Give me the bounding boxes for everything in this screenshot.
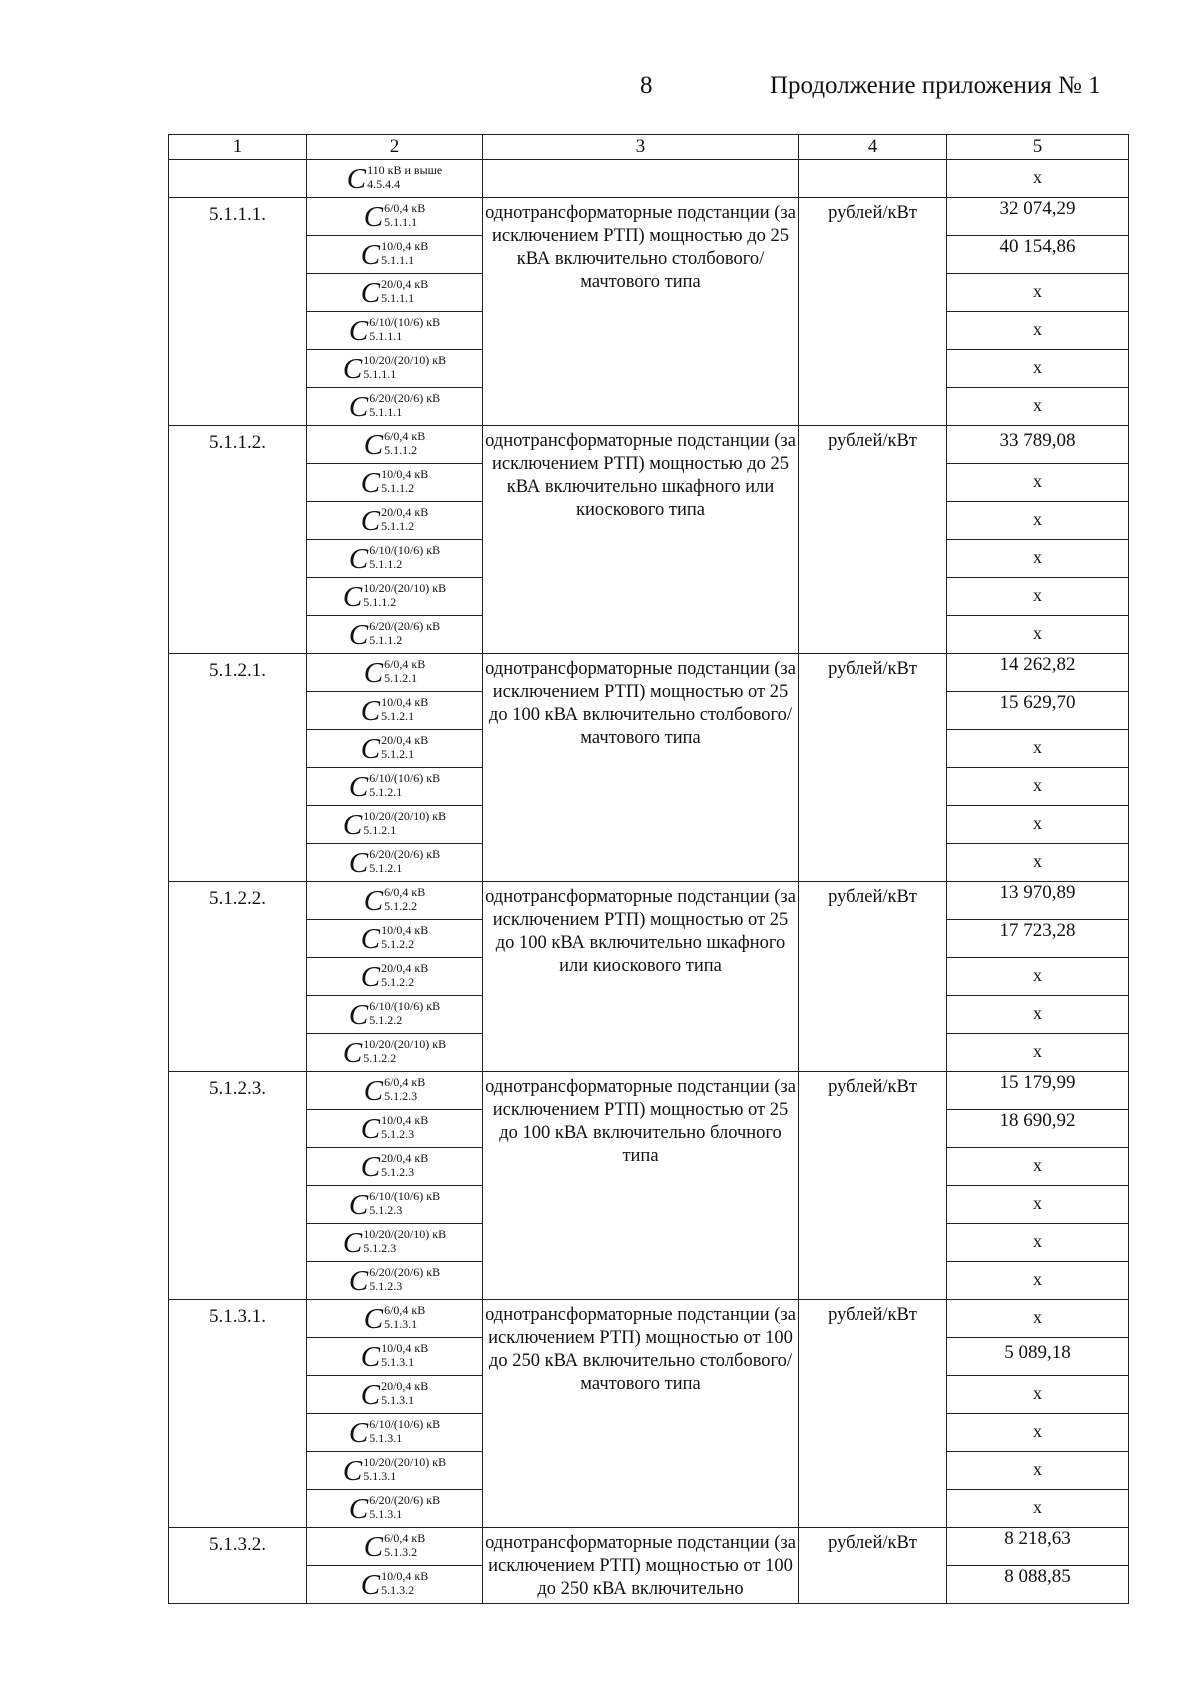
rate-voltage: 6/10/(10/6) кВ [369, 1417, 441, 1431]
rate-formula [307, 1186, 483, 1224]
rate-voltage: 6/0,4 кВ [384, 885, 426, 899]
rate-symbol: C [363, 657, 384, 689]
rate-value: х [947, 996, 1129, 1034]
rate-index: 4.5.4.4 [367, 177, 401, 191]
rate-value: 15 629,70 [947, 692, 1129, 730]
item-code: 5.1.2.3. [169, 1072, 307, 1300]
rate-symbol: C [348, 391, 369, 423]
rate-voltage: 6/0,4 кВ [384, 201, 426, 215]
rate-voltage: 6/20/(20/6) кВ [369, 847, 441, 861]
rate-index: 5.1.2.1 [369, 861, 403, 875]
table-header-row [169, 135, 1129, 160]
item-code [169, 160, 307, 198]
rate-symbol: C [348, 1189, 369, 1221]
rate-voltage: 10/0,4 кВ [381, 239, 429, 253]
rate-index: 5.1.2.1 [384, 671, 418, 685]
rate-voltage: 6/10/(10/6) кВ [369, 999, 441, 1013]
page-header-title: Продолжение приложения № 1 [770, 72, 1101, 99]
rate-voltage: 6/20/(20/6) кВ [369, 1265, 441, 1279]
rate-voltage: 10/20/(20/10) кВ [363, 1037, 447, 1051]
rate-voltage: 10/20/(20/10) кВ [363, 1455, 447, 1469]
rate-index: 5.1.3.1 [369, 1507, 403, 1521]
rate-formula [307, 1528, 483, 1566]
rate-voltage: 20/0,4 кВ [381, 733, 429, 747]
rate-value: х [947, 388, 1129, 426]
rate-formula [307, 1566, 483, 1604]
table-row [169, 1072, 1129, 1110]
rate-index: 5.1.1.2 [381, 519, 415, 533]
rate-voltage: 6/0,4 кВ [384, 1531, 426, 1545]
rate-voltage: 6/10/(10/6) кВ [369, 543, 441, 557]
rate-value: х [947, 1490, 1129, 1528]
rate-value: х [947, 1186, 1129, 1224]
rate-voltage: 10/0,4 кВ [381, 1113, 429, 1127]
rate-formula [307, 274, 483, 312]
rate-voltage: 6/20/(20/6) кВ [369, 391, 441, 405]
rate-value: х [947, 1148, 1129, 1186]
rate-symbol: C [346, 163, 367, 195]
rate-index: 5.1.3.2 [381, 1583, 415, 1597]
rate-index: 5.1.1.1 [369, 405, 403, 419]
rate-index: 5.1.1.2 [369, 633, 403, 647]
rate-index: 5.1.1.2 [381, 481, 415, 495]
rate-symbol: C [360, 1569, 381, 1601]
rate-formula [307, 312, 483, 350]
rate-voltage: 10/0,4 кВ [381, 1569, 429, 1583]
item-code: 5.1.1.1. [169, 198, 307, 426]
rate-value: х [947, 1414, 1129, 1452]
item-code: 5.1.1.2. [169, 426, 307, 654]
item-description: однотрансформаторные подстанции (за исключением РТП) мощностью до 25 кВА включительно столбового/мачтового типа [483, 198, 799, 426]
item-description: однотрансформаторные подстанции (за исключением РТП) мощностью от 100 до 250 кВА включительно [483, 1528, 799, 1604]
rate-value: х [947, 578, 1129, 616]
rate-voltage: 10/0,4 кВ [381, 923, 429, 937]
rate-symbol: C [342, 1037, 363, 1069]
rate-index: 5.1.3.1 [384, 1317, 418, 1331]
rate-index: 5.1.2.1 [369, 785, 403, 799]
rate-value: 32 074,29 [947, 198, 1129, 236]
rate-formula [307, 882, 483, 920]
rate-formula [307, 654, 483, 692]
column-header: 4 [799, 135, 947, 160]
rate-value: х [947, 730, 1129, 768]
rate-formula [307, 1490, 483, 1528]
rate-formula [307, 1224, 483, 1262]
rate-value: 8 088,85 [947, 1566, 1129, 1604]
rate-symbol: C [342, 353, 363, 385]
column-header: 5 [947, 135, 1129, 160]
rate-symbol: C [342, 809, 363, 841]
rate-symbol: C [348, 543, 369, 575]
rate-formula [307, 578, 483, 616]
rate-formula [307, 1148, 483, 1186]
rate-formula [307, 1072, 483, 1110]
column-header: 1 [169, 135, 307, 160]
item-description: однотрансформаторные подстанции (за исключением РТП) мощностью от 25 до 100 кВА включительно блочного типа [483, 1072, 799, 1300]
rate-index: 5.1.1.1 [384, 215, 418, 229]
tariff-table [168, 134, 1129, 1604]
rate-voltage: 20/0,4 кВ [381, 1379, 429, 1393]
rate-value: х [947, 350, 1129, 388]
rate-index: 5.1.1.1 [381, 253, 415, 267]
rate-formula [307, 464, 483, 502]
rate-value: х [947, 312, 1129, 350]
item-unit [799, 160, 947, 198]
rate-value: х [947, 1300, 1129, 1338]
rate-value: х [947, 502, 1129, 540]
rate-symbol: C [360, 277, 381, 309]
rate-symbol: C [363, 885, 384, 917]
rate-symbol: C [360, 695, 381, 727]
rate-voltage: 6/0,4 кВ [384, 657, 426, 671]
rate-formula [307, 768, 483, 806]
rate-value: х [947, 464, 1129, 502]
rate-formula [307, 1338, 483, 1376]
rate-voltage: 6/10/(10/6) кВ [369, 771, 441, 785]
rate-formula [307, 806, 483, 844]
item-unit: рублей/кВт [799, 882, 947, 1072]
table-body [169, 160, 1129, 1604]
rate-index: 5.1.2.3 [384, 1089, 418, 1103]
rate-symbol: C [360, 505, 381, 537]
rate-symbol: C [348, 1265, 369, 1297]
rate-symbol: C [360, 923, 381, 955]
table-row [169, 198, 1129, 236]
rate-formula [307, 198, 483, 236]
rate-index: 5.1.1.1 [363, 367, 397, 381]
rate-value: х [947, 806, 1129, 844]
rate-formula [307, 730, 483, 768]
rate-value: х [947, 768, 1129, 806]
rate-value: х [947, 1262, 1129, 1300]
rate-formula [307, 1034, 483, 1072]
rate-index: 5.1.1.1 [381, 291, 415, 305]
page-number: 8 [640, 72, 653, 99]
rate-value: х [947, 160, 1129, 198]
rate-symbol: C [348, 847, 369, 879]
rate-voltage: 6/20/(20/6) кВ [369, 619, 441, 633]
rate-formula [307, 958, 483, 996]
table-row [169, 160, 1129, 198]
rate-voltage: 6/10/(10/6) кВ [369, 315, 441, 329]
rate-value: 17 723,28 [947, 920, 1129, 958]
rate-formula [307, 1376, 483, 1414]
item-code: 5.1.2.1. [169, 654, 307, 882]
rate-symbol: C [348, 1493, 369, 1525]
rate-symbol: C [360, 733, 381, 765]
rate-formula [307, 236, 483, 274]
rate-index: 5.1.2.2 [381, 975, 415, 989]
rate-formula [307, 1300, 483, 1338]
table-row [169, 1300, 1129, 1338]
rate-formula [307, 502, 483, 540]
rate-voltage: 10/20/(20/10) кВ [363, 1227, 447, 1241]
rate-symbol: C [360, 1113, 381, 1145]
rate-formula [307, 1262, 483, 1300]
rate-value: 40 154,86 [947, 236, 1129, 274]
rate-symbol: C [348, 771, 369, 803]
item-code: 5.1.3.1. [169, 1300, 307, 1528]
rate-symbol: C [348, 1417, 369, 1449]
rate-formula [307, 692, 483, 730]
rate-value: 14 262,82 [947, 654, 1129, 692]
item-unit: рублей/кВт [799, 654, 947, 882]
item-unit: рублей/кВт [799, 1072, 947, 1300]
rate-symbol: C [363, 1303, 384, 1335]
rate-voltage: 20/0,4 кВ [381, 1151, 429, 1165]
rate-voltage: 6/10/(10/6) кВ [369, 1189, 441, 1203]
rate-symbol: C [348, 999, 369, 1031]
column-header: 3 [483, 135, 799, 160]
rate-index: 5.1.1.2 [384, 443, 418, 457]
rate-value: х [947, 1376, 1129, 1414]
rate-formula [307, 844, 483, 882]
item-unit: рублей/кВт [799, 198, 947, 426]
rate-voltage: 20/0,4 кВ [381, 961, 429, 975]
rate-index: 5.1.3.2 [384, 1545, 418, 1559]
rate-formula [307, 160, 483, 198]
rate-formula [307, 996, 483, 1034]
rate-voltage: 10/20/(20/10) кВ [363, 353, 447, 367]
rate-value: 15 179,99 [947, 1072, 1129, 1110]
rate-index: 5.1.2.1 [381, 747, 415, 761]
rate-voltage: 110 кВ и выше [367, 163, 443, 177]
rate-voltage: 6/0,4 кВ [384, 1075, 426, 1089]
rate-symbol: C [363, 1531, 384, 1563]
rate-value: 8 218,63 [947, 1528, 1129, 1566]
rate-voltage: 10/0,4 кВ [381, 695, 429, 709]
rate-symbol: C [348, 315, 369, 347]
item-description: однотрансформаторные подстанции (за исключением РТП) мощностью до 25 кВА включительно шкафного или киоскового типа [483, 426, 799, 654]
rate-value: х [947, 958, 1129, 996]
item-description: однотрансформаторные подстанции (за исключением РТП) мощностью от 25 до 100 кВА включительно столбового/мачтового типа [483, 654, 799, 882]
rate-index: 5.1.2.2 [363, 1051, 397, 1065]
rate-index: 5.1.1.2 [363, 595, 397, 609]
rate-formula [307, 920, 483, 958]
rate-index: 5.1.3.1 [381, 1393, 415, 1407]
rate-formula [307, 388, 483, 426]
rate-value: х [947, 1224, 1129, 1262]
item-code: 5.1.2.2. [169, 882, 307, 1072]
item-unit: рублей/кВт [799, 1528, 947, 1604]
rate-value: х [947, 274, 1129, 312]
rate-value: х [947, 540, 1129, 578]
rate-formula [307, 350, 483, 388]
rate-formula [307, 540, 483, 578]
rate-symbol: C [342, 1455, 363, 1487]
item-unit: рублей/кВт [799, 1300, 947, 1528]
rate-value: 13 970,89 [947, 882, 1129, 920]
rate-voltage: 20/0,4 кВ [381, 505, 429, 519]
rate-symbol: C [363, 201, 384, 233]
rate-symbol: C [360, 467, 381, 499]
item-description [483, 160, 799, 198]
rate-symbol: C [360, 239, 381, 271]
rate-index: 5.1.1.2 [369, 557, 403, 571]
rate-voltage: 6/0,4 кВ [384, 1303, 426, 1317]
table-row [169, 1528, 1129, 1566]
rate-voltage: 10/20/(20/10) кВ [363, 581, 447, 595]
item-unit: рублей/кВт [799, 426, 947, 654]
rate-symbol: C [342, 1227, 363, 1259]
column-header: 2 [307, 135, 483, 160]
rate-index: 5.1.3.1 [363, 1469, 397, 1483]
rate-formula [307, 616, 483, 654]
rate-value: х [947, 844, 1129, 882]
rate-symbol: C [360, 1379, 381, 1411]
rate-index: 5.1.2.3 [381, 1127, 415, 1141]
rate-symbol: C [360, 1341, 381, 1373]
rate-index: 5.1.3.1 [381, 1355, 415, 1369]
table-row [169, 654, 1129, 692]
rate-voltage: 6/20/(20/6) кВ [369, 1493, 441, 1507]
rate-index: 5.1.2.2 [381, 937, 415, 951]
rate-voltage: 10/20/(20/10) кВ [363, 809, 447, 823]
rate-index: 5.1.2.2 [384, 899, 418, 913]
rate-value: х [947, 1034, 1129, 1072]
rate-index: 5.1.2.3 [381, 1165, 415, 1179]
rate-index: 5.1.2.1 [381, 709, 415, 723]
rate-value: 5 089,18 [947, 1338, 1129, 1376]
rate-formula [307, 1110, 483, 1148]
rate-index: 5.1.1.1 [369, 329, 403, 343]
rate-symbol: C [360, 961, 381, 993]
table-row [169, 882, 1129, 920]
rate-index: 5.1.2.3 [369, 1203, 403, 1217]
rate-index: 5.1.2.2 [369, 1013, 403, 1027]
rate-voltage: 10/0,4 кВ [381, 467, 429, 481]
rate-index: 5.1.2.1 [363, 823, 397, 837]
rate-value: 33 789,08 [947, 426, 1129, 464]
item-description: однотрансформаторные подстанции (за исключением РТП) мощностью от 100 до 250 кВА включительно столбового/мачтового типа [483, 1300, 799, 1528]
rate-voltage: 20/0,4 кВ [381, 277, 429, 291]
rate-value: 18 690,92 [947, 1110, 1129, 1148]
rate-formula [307, 1414, 483, 1452]
rate-index: 5.1.3.1 [369, 1431, 403, 1445]
rate-symbol: C [363, 429, 384, 461]
rate-symbol: C [348, 619, 369, 651]
rate-voltage: 6/0,4 кВ [384, 429, 426, 443]
table-row [169, 426, 1129, 464]
item-description: однотрансформаторные подстанции (за исключением РТП) мощностью от 25 до 100 кВА включительно шкафного или киоскового типа [483, 882, 799, 1072]
rate-value: х [947, 1452, 1129, 1490]
rate-formula [307, 426, 483, 464]
rate-value: х [947, 616, 1129, 654]
rate-symbol: C [342, 581, 363, 613]
rate-formula [307, 1452, 483, 1490]
rate-index: 5.1.2.3 [369, 1279, 403, 1293]
rate-symbol: C [360, 1151, 381, 1183]
rate-voltage: 10/0,4 кВ [381, 1341, 429, 1355]
rate-index: 5.1.2.3 [363, 1241, 397, 1255]
item-code: 5.1.3.2. [169, 1528, 307, 1604]
rate-symbol: C [363, 1075, 384, 1107]
